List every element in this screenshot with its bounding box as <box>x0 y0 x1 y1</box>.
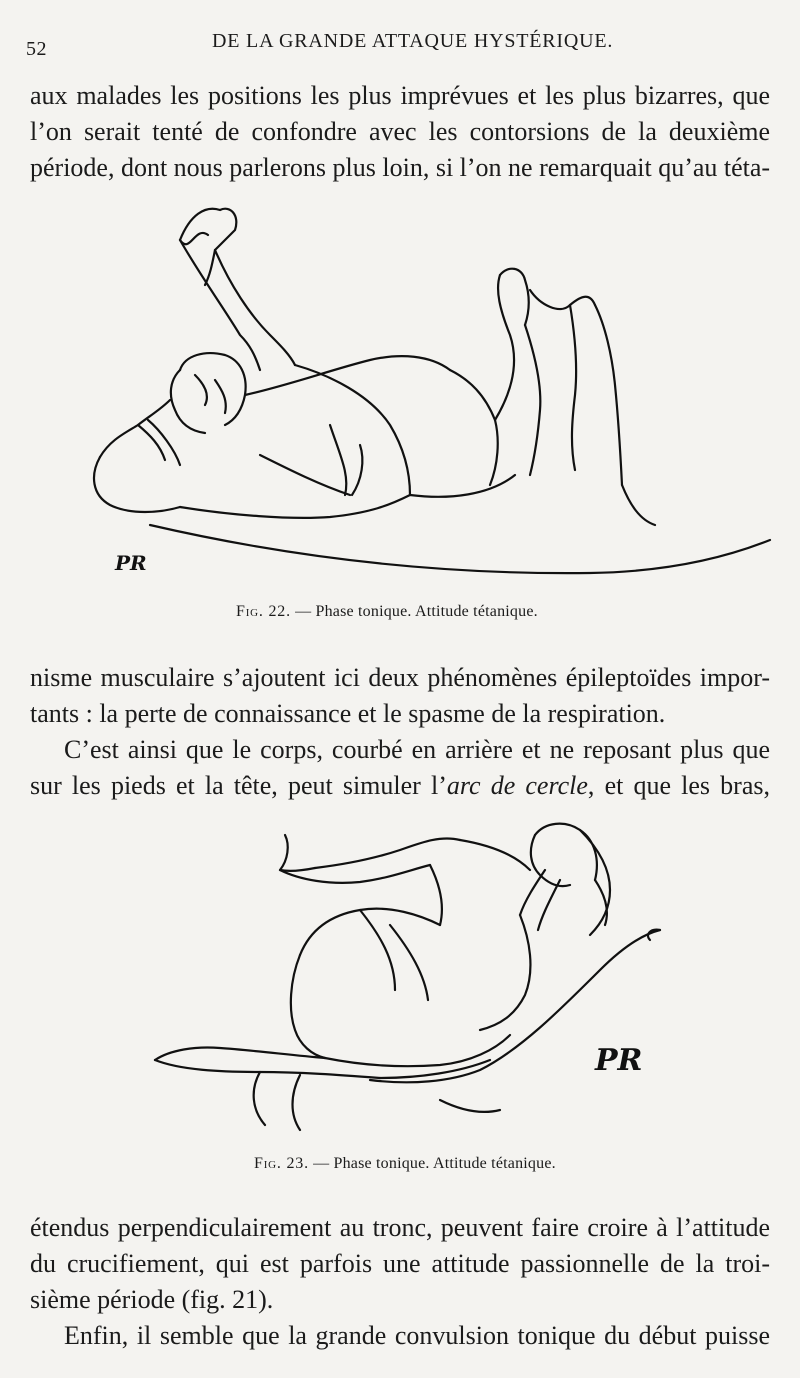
text-line: Enfin, il semble que la grande convulsion tonique du début puisse <box>64 1321 770 1350</box>
text-line: aux malades les positions les plus imprévues et les plus bizarres, que <box>30 81 770 110</box>
text-line: sième période (fig. 21). <box>30 1285 274 1314</box>
text-segment: , et que les bras, <box>587 771 770 800</box>
artist-signature: PR <box>115 551 147 575</box>
figure-22-caption <box>236 603 538 621</box>
text-line: nisme musculaire s’ajoutent ici deux phénomènes épileptoïdes impor- <box>30 663 770 692</box>
artist-signature: PR <box>595 1043 643 1078</box>
text-line: étendus perpendiculairement au tronc, peuvent faire croire à l’attitude <box>30 1213 770 1242</box>
text-line: C’est ainsi que le corps, courbé en arrière et ne reposant plus que <box>64 735 770 764</box>
figure-22 <box>0 195 800 635</box>
running-head-title: DE LA GRANDE ATTAQUE HYSTÉRIQUE. <box>212 30 614 52</box>
illustration-figure-curled-body-icon <box>140 810 700 1150</box>
figure-23 <box>0 810 800 1180</box>
figure-22-caption-text: — Phase tonique. Attitude tétanique. <box>295 603 538 620</box>
figure-23-caption <box>254 1155 556 1173</box>
text-line: période, dont nous parlerons plus loin, si l’on ne remarquait qu’au téta- <box>30 153 771 182</box>
page-number: 52 <box>26 38 47 60</box>
figure-23-label: Fig. 23. <box>254 1155 309 1172</box>
illustration-figure-arched-body-icon <box>30 195 790 595</box>
emphasis-arc-de-cercle: arc de cercle <box>446 771 588 800</box>
text-line-with-emphasis <box>30 768 770 804</box>
figure-22-label: Fig. 22. <box>236 603 291 620</box>
figure-23-caption-text: — Phase tonique. Attitude tétanique. <box>313 1155 556 1172</box>
text-line: du crucifiement, qui est parfois une attitude passionnelle de la troi- <box>30 1249 770 1278</box>
text-line: l’on serait tenté de confondre avec les contorsions de la deuxième <box>30 117 770 146</box>
text-line: tants : la perte de connaissance et le spasme de la respiration. <box>30 699 666 728</box>
text-segment: sur les pieds et la tête, peut simuler l’ <box>30 771 447 800</box>
